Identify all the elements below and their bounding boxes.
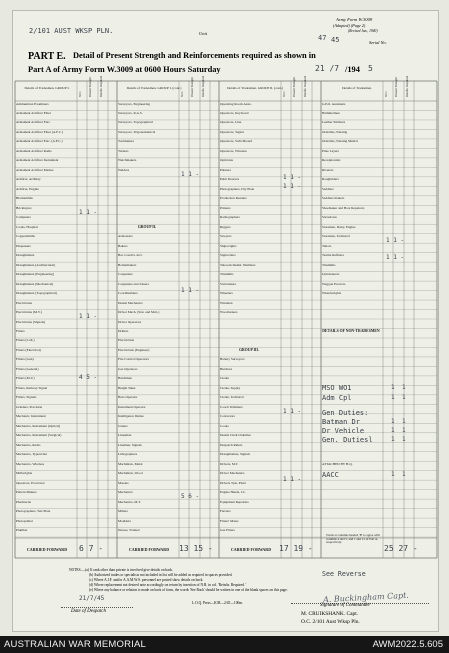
row-label: Surveyors, Topographical (118, 120, 153, 125)
row-label: Orderlies, Nursing Mental (322, 139, 358, 144)
row-label: Equipment Repairers (220, 499, 249, 504)
row-label: Shoemaker and Boot Repairers (322, 205, 365, 210)
row-label: Mechanics, Wireless (16, 461, 45, 466)
row-label: Driver Mech. (Stat. and Mob.) (118, 310, 160, 315)
serial-label: Serial No. (369, 40, 387, 45)
value-paint: 1 1 - (283, 183, 302, 190)
non-tradesman-present: 1 (391, 394, 395, 401)
row-label: Gas Operators (118, 366, 138, 371)
row-label: Operators, Signal (220, 129, 244, 134)
row-label: Bricklayers (16, 205, 32, 210)
row-label: Battery Surveyors (220, 357, 245, 362)
note-c: (c) Where A.I.F. and/or A.A.M.W.S. personnel are posted show details on back. (89, 578, 204, 582)
unit-name: 2/101 AUST WKSP PLN. (29, 27, 114, 35)
row-label: Hole Operator (118, 395, 138, 400)
row-label: Linemen, Signals (118, 442, 142, 447)
row-label: Surveyors, R.A.S. (118, 110, 143, 115)
value-driver-mechanics: 1 1 - (283, 476, 302, 483)
row-label: Welders (118, 167, 130, 172)
row-label: Surveyors, Engineering (118, 101, 151, 106)
row-label: Machinists, Metal (118, 461, 143, 466)
row-label: Armament Artificer Marine (16, 167, 54, 172)
col-header-4: Details of Tradesmen. (342, 86, 372, 90)
col-header-2: Details of Tradesmen. GROUP I. (cont.) (126, 86, 182, 90)
row-label: Mechanics, Instrument (Surgical) (16, 433, 62, 438)
row-label: Storemen, Dairy, Engine (322, 224, 356, 229)
row-label: Carpenters (118, 272, 133, 277)
row-label: Painters (220, 167, 231, 172)
archive-bar (0, 636, 449, 653)
row-label: Printers (220, 205, 231, 210)
non-tradesman-present: 1 (391, 384, 395, 391)
archive-name: AUSTRALIAN WAR MEMORIAL (4, 639, 147, 650)
row-label: Electricians (M.V.) (16, 310, 42, 315)
row-label: Textile Refitters (322, 253, 344, 258)
row-label: Millers (118, 509, 128, 514)
row-label: Electricians (Engineer) (118, 347, 150, 352)
row-label: Tailors (322, 243, 332, 248)
row-label: Drivers Tpts. Plant (220, 480, 246, 485)
row-label: DETAILS OF NON-TRADESMEN (322, 329, 380, 333)
row-label: Telecom Identit. Numbers (220, 262, 256, 267)
row-label: Operators, Line (220, 120, 242, 125)
row-label: Despatch Riders (220, 442, 243, 447)
row-label: Operators, Keyboard (220, 110, 249, 115)
non-tradesman-label: Dr Vehicle (322, 427, 365, 435)
value-fitters-mv: 4 5 - (79, 374, 98, 381)
row-label: Millwrights (16, 471, 33, 476)
value-painters: 1 1 - (283, 174, 302, 181)
note-d: (d) Where replacement not desired note accordingly on return by insertion of N.R. in col. 'Reinfts. Required.' (89, 583, 246, 587)
row-label: Riggers (220, 224, 231, 229)
row-label: Gas Fitters (220, 528, 235, 533)
commander-unit: O.C. 2/101 Aust Wksp Pln. (301, 619, 360, 625)
row-label: Receptionists (322, 158, 341, 163)
row-label: Concretors (220, 414, 235, 419)
row-label: Watchmakers (118, 158, 137, 163)
row-label: Roughriders (322, 177, 339, 182)
value-blacksmiths: 1 1 - (79, 209, 98, 216)
row-label: Toolmakers (118, 139, 134, 144)
value-mechanics-mt: 5 6 - (181, 493, 200, 500)
row-label: Opticians (220, 158, 233, 163)
row-label: Waggon Erectors (322, 281, 346, 286)
row-label: GROUP III. (239, 347, 259, 352)
row-label: Wheelers (220, 291, 233, 296)
non-tradesman-required: 1 (402, 394, 406, 401)
date-of-despatch-label: Date of Despatch (71, 609, 106, 614)
row-label: Riveters (322, 167, 334, 172)
row-label: Production Readers (220, 196, 247, 201)
row-label: G.P.O. Assistants (322, 101, 346, 106)
non-tradesman-label: MSO WO1 (322, 384, 352, 392)
row-label: Operators, Switchboard (220, 139, 253, 144)
part-title: PART E. (28, 51, 66, 62)
row-label: Fitters (M.V.) (16, 376, 35, 381)
row-label: Fitters (16, 329, 25, 333)
non-tradesman-required: 1 (402, 427, 406, 434)
see-reverse-note: See Reverse (322, 570, 366, 578)
note-a: NOTES.—(a) If rank other than private is involved give details on back. (69, 568, 174, 572)
row-label: Tinsmiths (220, 272, 234, 277)
row-label: Wheelwrights (322, 291, 342, 296)
form-revised: (Revised Jan., 1940) (348, 29, 378, 33)
row-label: Surveyors, Trigonometrical (118, 129, 156, 134)
row-label: Operators, Wireless (220, 148, 247, 153)
serial-number: 47 (318, 34, 327, 42)
row-label: Mechanics, Typewriter (16, 452, 48, 457)
row-label: Fitters (General) (16, 366, 39, 371)
form-sheet (12, 10, 439, 632)
row-label: Dispensers (16, 243, 31, 248)
row-label: Mechanics, M.T. (118, 499, 141, 504)
row-label: Fitters (Coll.) (16, 338, 35, 343)
row-label: Signwriters (220, 253, 236, 258)
row-label: Carpenters and Joiners (118, 281, 149, 286)
non-tradesman-present: 1 (391, 418, 395, 425)
row-label: Turners (118, 148, 129, 153)
value-carpenters: 1 1 - (181, 287, 200, 294)
row-label: Fitters' Mates (220, 518, 239, 523)
row-label: Moulders (118, 518, 131, 523)
row-label: Mechanics, Radio (16, 442, 41, 447)
row-label: Draughtsmen (16, 253, 35, 258)
row-label: Photographers, Dry Plate (220, 186, 255, 191)
row-label: Driver Operators (118, 319, 142, 324)
row-label: Nurses, Trained (118, 528, 140, 533)
row-label: Sawyers (220, 234, 232, 239)
row-label: Clerks (220, 376, 229, 381)
row-label: Draughtsmen (Architectural) (16, 262, 56, 267)
row-label: Draughtsmen (Mechanical) (16, 281, 54, 286)
row-label: Stevedores (322, 215, 337, 220)
print-info: L.O.Q. Press—K38—2/45—100m. (192, 601, 244, 605)
row-label: Intelligence Duties (118, 414, 144, 419)
value-welders: 1 1 - (181, 171, 200, 178)
row-label: Cooks, Hospital (16, 224, 38, 229)
row-label: Paint Doucers (220, 177, 240, 182)
value-storemen-technical: 1 1 - (386, 237, 405, 244)
row-label: Armament Artificer Elec. (16, 120, 51, 125)
row-label: Photoprinter (16, 518, 33, 523)
form-subtitle: (Adapted) (Page 2) (333, 23, 366, 28)
archive-accession: AWM2022.5.605 (372, 639, 443, 650)
row-label: Farriers (220, 509, 231, 514)
year-prefix: /194 (345, 65, 360, 74)
row-label: Leather Stitchers (322, 120, 346, 125)
row-label: Machinists, Wood (118, 471, 143, 476)
non-tradesman-label: Adm Cpl (322, 394, 352, 402)
row-label: Fitters, Signals (16, 395, 37, 400)
row-label: Orderlies, Nursing (322, 129, 348, 134)
col-header-wo-2: W.O. (180, 90, 184, 97)
unit-label: Unit (199, 31, 208, 36)
non-tradesman-present: 1 (391, 427, 395, 434)
value-textile: 1 1 - (386, 254, 405, 261)
row-label: Driver Mechanics (220, 471, 245, 476)
non-tradesman-required: 1 (402, 471, 406, 478)
col-header-wo-4: W.O. (384, 90, 388, 97)
total-col-1: 6 7 - (79, 544, 104, 553)
row-label: Wiremen (220, 300, 233, 305)
non-tradesman-label: Gen Duties: (322, 409, 369, 417)
col-header-present-4: Present Strength (394, 77, 398, 97)
row-label: Blacksmiths (16, 196, 33, 201)
row-label: Saddlers (322, 186, 334, 191)
row-label: Masons (118, 480, 129, 485)
col-header-reinf-3: Reinfts. Required (303, 75, 307, 97)
row-label: Pattern Makers (16, 490, 37, 495)
row-label: Butchers (220, 366, 233, 371)
row-label: Instrument Operator (118, 404, 146, 409)
row-label: Saddlers makers (322, 196, 345, 201)
row-label: Height Taker (118, 385, 136, 390)
row-label: Fitters (Electrical) (16, 347, 41, 352)
row-label: Armourers (118, 234, 133, 239)
row-label: Lithographers (118, 452, 138, 457)
row-label: Draughtsmen, Signals (220, 452, 250, 457)
row-label: Draughtsmen (Engineering) (16, 272, 54, 277)
col-header-present-3: Present Strength (292, 77, 296, 97)
row-label: Coachbuilders (118, 291, 138, 296)
row-label: Mechanics, Instrument (Optical) (16, 423, 61, 428)
row-label: Mechanic, Instrument (16, 414, 46, 419)
row-label: Artificer, Engine (16, 186, 39, 191)
row-label: Mechanics (118, 490, 133, 495)
row-label: Coach Trimmers (220, 404, 243, 409)
row-label: Coppersmiths (16, 234, 35, 239)
row-label: Hammermen (322, 110, 340, 115)
form-title: Army Form W.3009 (336, 17, 373, 22)
row-label: Fitters, Railway Signal (16, 385, 48, 390)
col-header-present-2: Present Strength (190, 77, 194, 97)
row-label: Woodturners (220, 310, 238, 315)
value-clerks-technical: 1 1 - (283, 408, 302, 415)
carried-forward-label-1: CARRIED FORWARD (26, 547, 68, 552)
row-label: Plumber (16, 528, 28, 533)
row-label: Radiographers (220, 215, 240, 220)
year-digit: 5 (368, 64, 373, 73)
report-date: 21 /7 (315, 64, 340, 73)
row-label: Ammunition Examiners (16, 101, 49, 106)
row-label: Tinsmiths (322, 262, 336, 267)
non-tradesman-label: Batman Dr (322, 418, 360, 426)
row-label: Cooks (220, 423, 229, 428)
col-header-reinf-1: Reinfts. Required (99, 75, 103, 97)
col-header-present-1: Present Strength (88, 77, 92, 97)
total-col-4: 25 27 - (384, 544, 418, 553)
row-label: Fitters (Gun) (16, 357, 34, 362)
non-tradesman-label: AACC (322, 471, 339, 479)
row-label: Fire Control Operators (118, 357, 149, 362)
col-header-1: Details of Tradesmen. GROUP I. (24, 86, 70, 90)
note-b: (b) Authorized trades or specialists not included in list will be added as required in spaces provided. (89, 573, 233, 577)
non-tradesman-required: 1 (402, 418, 406, 425)
row-label: Hatchmen (118, 376, 132, 381)
row-label: Draughtsmen (Topographical) (16, 291, 57, 296)
row-label: Electricians (Signals) (16, 319, 46, 324)
row-label: Operating Room Assts. (220, 101, 252, 106)
total-col-2: 13 15 - (179, 544, 213, 553)
row-label: Dental Clerk Orderlies (220, 433, 251, 438)
serial-number-b: 45 (331, 36, 340, 44)
non-tradesman-required: 1 (402, 384, 406, 391)
row-label: Electricians (16, 300, 33, 305)
row-label: Artificer, Artillery (16, 177, 41, 182)
row-label: Operators, Excavator (16, 480, 45, 485)
row-label: Bakers (118, 243, 128, 248)
col-header-reinf-4: Reinfts. Required (405, 75, 409, 97)
row-label: Electricians (118, 338, 135, 343)
row-label: Clerks, Supply (220, 385, 241, 390)
row-label: Drillers (118, 329, 129, 333)
carried-forward-label-2: CARRIED FORWARD (128, 547, 170, 552)
row-label: Dental Mechanics (118, 300, 143, 305)
row-label: Clerks, Technical (220, 395, 244, 400)
row-label: Engine Hands, I.C. (220, 490, 246, 495)
col-header-reinf-2: Reinfts. Required (201, 75, 205, 97)
row-label: Armament Artificer Fitter (A.F.C.) (16, 129, 63, 134)
row-label: Bar. Condr's. incl. (118, 253, 143, 258)
row-label: Plate Layers (322, 148, 339, 153)
note-e: (e) Where any balance or relation is made on back of form, the words 'See Back' should be written in one of the blank spaces on this page. (89, 588, 288, 592)
commander-name: M. CRUIKSHANK. Capt. (301, 611, 359, 617)
row-label: Computers (16, 215, 31, 220)
row-label: Armament Artificer Elec. (A.F.C.) (16, 139, 63, 144)
value-electricians-mv: 1 1 - (79, 313, 98, 320)
row-label: Armament Artificer Fitter (16, 110, 52, 115)
signature-label: Signature of Commander (320, 603, 371, 608)
row-label: Upholsterers (322, 272, 340, 277)
non-tradesman-present: 1 (391, 436, 395, 443)
row-label: Linesman (118, 433, 132, 438)
row-label: Storemen, Technical (322, 234, 350, 239)
row-label: Joiners (118, 423, 128, 428)
col-header-3: Details of Tradesmen. GROUP II. (cont.) (227, 86, 283, 90)
row-label: ATTACHED BY H.Q. (322, 461, 353, 466)
row-label: Armament Artificer Instrument (16, 158, 59, 163)
totals-note: Totals at columns headed 'B' to agree with columns 4 and 5, and 1 and 15 of Part A, respectively. (326, 533, 380, 545)
row-label: Drivers, M.T. (220, 461, 239, 466)
row-label: Boilermakers (118, 262, 137, 267)
part-description-1: Detail of Present Strength and Reinforcements required as shown in (73, 51, 316, 60)
non-tradesman-present: 1 (391, 471, 395, 478)
total-col-3: 17 19 - (279, 544, 313, 553)
commander-signature: A. Buckingham Capt. (322, 590, 410, 605)
row-label: Photographers, Wet Plate (16, 509, 51, 514)
part-description-2: Part A of Army Form W.3009 at 0600 Hours Saturday (28, 65, 221, 74)
row-label: Armament Artificer Radio (16, 148, 52, 153)
non-tradesman-required: 1 (402, 436, 406, 443)
row-label: Vulcanizers (220, 281, 236, 286)
row-label: Grinders, Precision (16, 404, 43, 409)
row-label: Shipwrights (220, 243, 237, 248)
carried-forward-label-3: CARRIED FORWARD (230, 547, 272, 552)
row-label: GROUP II. (137, 224, 157, 229)
col-header-wo-3: W.O. (282, 90, 286, 97)
despatch-date: 21/7/45 (79, 595, 105, 602)
row-label: Pharmacist (16, 499, 32, 504)
non-tradesman-label: Gen. Dutiesl (322, 436, 373, 444)
col-header-wo-1: W.O. (78, 90, 82, 97)
